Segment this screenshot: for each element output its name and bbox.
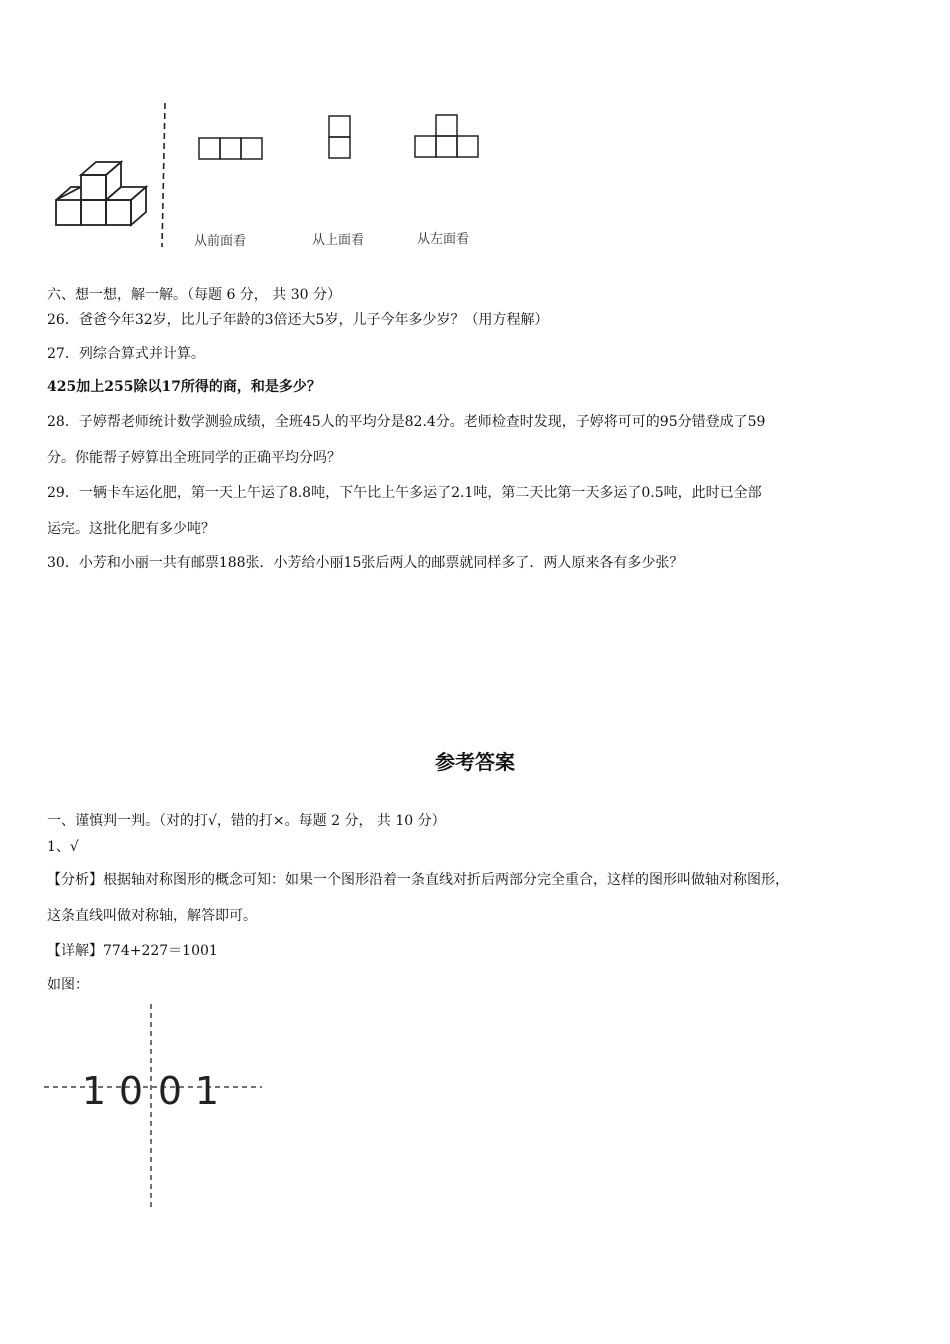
section6-heading: 六、想一想，解一解。（每题 6 分， 共 30 分） xyxy=(47,287,341,303)
divider-dashed xyxy=(162,103,165,247)
answers-section1-heading: 一、谨慎判一判。（对的打√，错的打×。每题 2 分， 共 10 分） xyxy=(47,813,446,829)
analysis-line1: 【分析】根据轴对称图形的概念可知：如果一个图形沿着一条直线对折后两部分完全重合，这样的图形叫做轴对称图形， xyxy=(47,872,789,888)
question-29-line2: 运完。这批化肥有多少吨？ xyxy=(47,521,215,537)
question-29-line1: 29．一辆卡车运化肥，第一天上午运了8.8吨，下午比上午多运了2.1吨，第二天比第一天多运了0.5吨，此时已全部 xyxy=(47,485,762,501)
answers-title: 参考答案 xyxy=(435,750,515,774)
answer-1: 1、√ xyxy=(47,839,79,855)
figure-digit-4: 1 xyxy=(194,1069,220,1113)
top-view-label: 从上面看 xyxy=(312,233,365,248)
detail-line: 【详解】774+227＝1001 xyxy=(47,943,218,959)
figure-digit-2: 0 xyxy=(118,1069,144,1113)
question-30: 30．小芳和小丽一共有邮票188张．小芳给小丽15张后两人的邮票就同样多了．两人原来各有多少张？ xyxy=(47,555,684,571)
figure-digit-3: 0 xyxy=(157,1069,183,1113)
question-28-line1: 28．子婷帮老师统计数学测验成绩，全班45人的平均分是82.4分。老师检查时发现，子婷将可可的95分错登成了59 xyxy=(47,414,766,430)
front-view-shape xyxy=(199,138,262,159)
analysis-line2: 这条直线叫做对称轴，解答即可。 xyxy=(47,908,257,924)
symmetry-figure xyxy=(40,1000,270,1215)
left-view-label: 从左面看 xyxy=(417,232,470,247)
cube-stack xyxy=(56,162,146,225)
figure-digit-1: 1 xyxy=(81,1069,107,1113)
question-27: 27．列综合算式并计算。 xyxy=(47,346,205,362)
top-view-shape xyxy=(329,116,350,158)
question-27-detail: 425加上255除以17所得的商，和是多少？ xyxy=(47,379,321,395)
question-28-line2: 分。你能帮子婷算出全班同学的正确平均分吗？ xyxy=(47,450,341,466)
question-26: 26．爸爸今年32岁，比儿子年龄的3倍还大5岁，儿子今年多少岁？（用方程解） xyxy=(47,312,549,328)
as-figure-label: 如图： xyxy=(47,977,89,993)
front-view-label: 从前面看 xyxy=(194,234,247,249)
left-view-shape xyxy=(415,115,478,157)
